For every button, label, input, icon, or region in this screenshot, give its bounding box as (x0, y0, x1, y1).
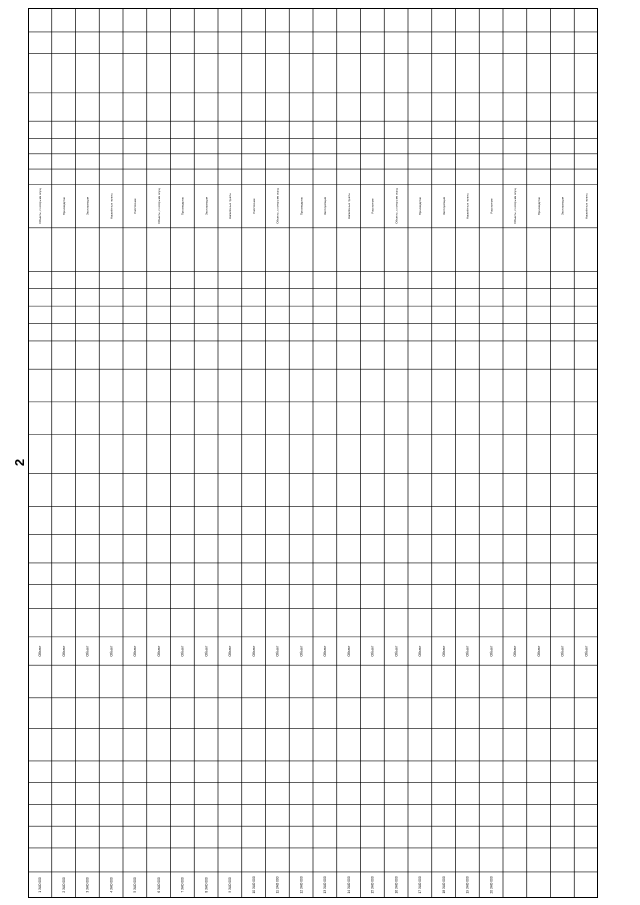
cell-code: 11 ЗАО 000 (275, 876, 280, 894)
cell-label: Объект (465, 645, 470, 657)
cell-label: Объект (109, 645, 114, 657)
cell-label: Объект (346, 645, 351, 657)
cell-header: Производство (299, 196, 304, 216)
cell-header: Производство (418, 196, 423, 216)
cell-code: 10 ЗАО 000 (251, 876, 256, 894)
page-number: 2 (12, 458, 28, 467)
cell-code: 17 ЗАО 000 (418, 876, 423, 894)
cell-label: Объект (38, 645, 43, 657)
cell-header: Эксплуатация (441, 196, 446, 216)
cell-header: Объекты, с которыми осущ (394, 188, 399, 224)
cell-label: Объект (156, 645, 161, 657)
cell-label: Объект (489, 645, 494, 657)
cell-code: 5 ЗАО 000 (133, 877, 138, 893)
cell-label: Объект (133, 645, 138, 657)
cell-label: Объект (441, 645, 446, 657)
cell-code: 2 ЗАО 000 (61, 877, 66, 893)
cell-label: Объект (513, 645, 518, 657)
cell-label: Объект (299, 645, 304, 657)
cell-label: Объект (204, 645, 209, 657)
cell-label: Объект (251, 645, 256, 657)
cell-header: Расстояние (489, 198, 494, 214)
cell-label: Объект (85, 645, 90, 657)
cell-code: 1 ЗАО 000 (38, 877, 43, 893)
cell-header: Объекты, с которыми осущ (38, 188, 43, 224)
cell-header: Населённые пункты (584, 192, 589, 220)
cell-header: Эксплуатация (204, 196, 209, 216)
cell-code: 14 ЗАО 000 (346, 876, 351, 894)
cell-label: Объект (180, 645, 185, 657)
cell-code: 19 ЗАО 000 (465, 876, 470, 894)
cell-label: Объект (584, 645, 589, 657)
cell-code: 8 ЗАО 000 (204, 877, 209, 893)
cell-header: Населённые пункты (465, 192, 470, 220)
cell-header: Расстояние (370, 198, 375, 214)
table-grid (28, 8, 598, 898)
cell-label: Объект (418, 645, 423, 657)
cell-label: Объект (560, 645, 565, 657)
cell-label: Объект (275, 645, 280, 657)
cell-header: Эксплуатация (85, 196, 90, 216)
cell-code: 12 ЗАО 000 (299, 876, 304, 894)
cell-code: 18 ЗАО 000 (441, 876, 446, 894)
cell-code: 3 ЗАО 000 (85, 877, 90, 893)
cell-header: Расстояние (251, 198, 256, 214)
cell-label: Объект (323, 645, 328, 657)
cell-code: 16 ЗАО 000 (394, 876, 399, 894)
cell-code: 13 ЗАО 000 (323, 876, 328, 894)
cell-code: 15 ЗАО 000 (370, 876, 375, 894)
cell-header: Объекты, с которыми осущ (275, 188, 280, 224)
cell-header: Объекты, с которыми осущ (156, 188, 161, 224)
cell-header: Эксплуатация (323, 196, 328, 216)
cell-label: Объект (228, 645, 233, 657)
cell-header: Объекты, с которыми осущ (513, 188, 518, 224)
cell-header: Населённые пункты (109, 192, 114, 220)
cell-header: Расстояние (133, 198, 138, 214)
cell-header: Производство (61, 196, 66, 216)
cell-header: Производство (536, 196, 541, 216)
rotated-data-table (28, 8, 598, 898)
cell-code: 6 ЗАО 000 (156, 877, 161, 893)
cell-code: 4 ЗАО 000 (109, 877, 114, 893)
cell-code: 20 ЗАО 000 (489, 876, 494, 894)
cell-code: 7 ЗАО 000 (180, 877, 185, 893)
cell-label: Объект (394, 645, 399, 657)
cell-header: Населённые пункты (346, 192, 351, 220)
cell-header: Населённые пункты (228, 192, 233, 220)
cell-label: Объект (370, 645, 375, 657)
cell-label: Объект (61, 645, 66, 657)
cell-code: 9 ЗАО 000 (228, 877, 233, 893)
cell-label: Объект (536, 645, 541, 657)
cell-header: Эксплуатация (560, 196, 565, 216)
cell-header: Производство (180, 196, 185, 216)
